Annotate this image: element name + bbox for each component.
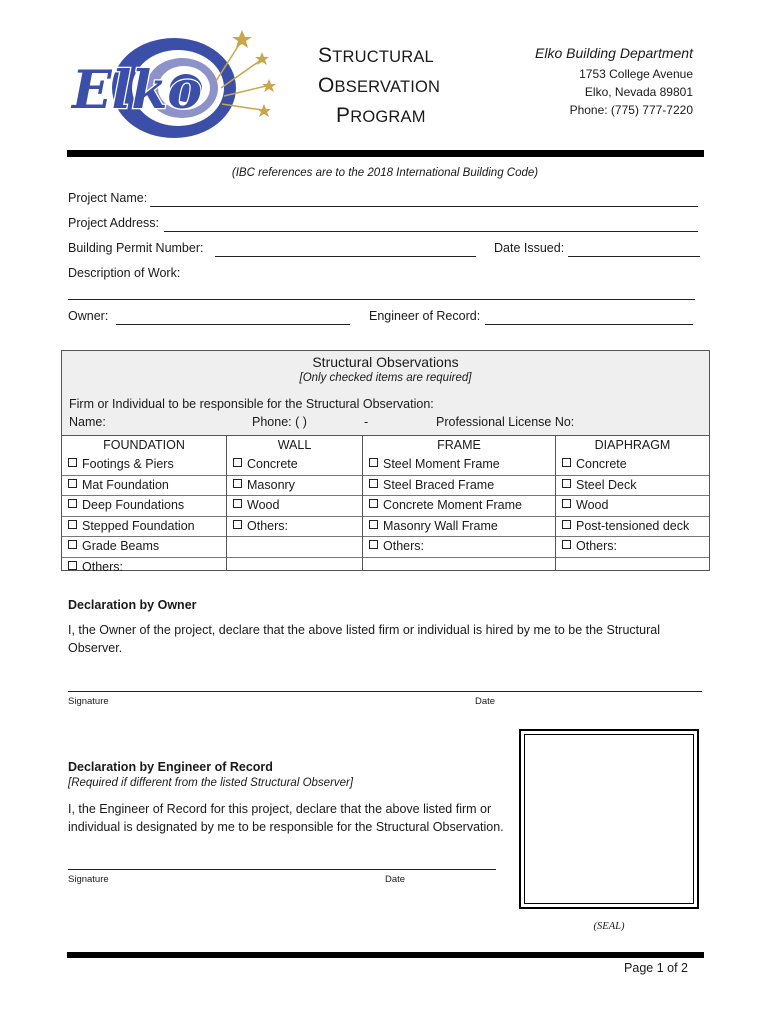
owner-date-label: Date [475, 696, 496, 707]
checkbox-item[interactable]: Others: [227, 516, 362, 537]
project-address-label: Project Address: [68, 216, 160, 230]
table-title: Structural Observations [312, 354, 459, 370]
seal-inner-border [524, 734, 694, 904]
checkbox-item[interactable]: Stepped Foundation [62, 516, 226, 537]
address-line-2: Elko, Nevada 89801 [584, 85, 693, 99]
checkbox-item[interactable]: Masonry Wall Frame [363, 516, 555, 537]
column-foundation [62, 435, 227, 574]
engineer-declaration-text: I, the Engineer of Record for this project, declare that the above listed firm or individual is designated by me to be responsible for the Structural Observation. [68, 802, 504, 834]
checkbox-item[interactable]: Grade Beams [62, 536, 226, 557]
checkbox-item[interactable]: Post-tensioned deck [556, 516, 709, 537]
seal-box[interactable] [519, 729, 699, 909]
ibc-note: (IBC references are to the 2018 International Building Code) [231, 167, 539, 179]
engineer-declaration-title: Declaration by Engineer of Record [68, 760, 273, 774]
owner-field[interactable] [116, 310, 350, 325]
checkbox-icon[interactable] [562, 520, 571, 529]
column-diaphragm [556, 435, 709, 570]
firm-row [62, 395, 709, 436]
description-label: Description of Work: [68, 266, 181, 280]
engineer-signature-line[interactable] [68, 869, 496, 870]
checkbox-icon[interactable] [369, 520, 378, 529]
checkbox-icon[interactable] [68, 458, 77, 467]
date-issued-field[interactable] [568, 242, 700, 257]
checkbox-icon[interactable] [233, 499, 242, 508]
project-name-field[interactable] [150, 192, 698, 207]
column-header: WALL [277, 438, 312, 452]
checkbox-icon[interactable] [233, 458, 242, 467]
checkbox-item[interactable]: Steel Moment Frame [363, 455, 555, 475]
checkbox-item[interactable]: Concrete [227, 455, 362, 475]
column-frame [363, 435, 556, 570]
license-label[interactable]: Professional License No: [436, 415, 575, 429]
department-phone: Phone: (775) 777-7220 [569, 103, 693, 117]
logo-wordmark: Elko [72, 60, 203, 121]
checkbox-item[interactable]: Masonry [227, 475, 362, 496]
page-number: Page 1 of 2 [624, 961, 688, 975]
engineer-signature-label: Signature [68, 874, 109, 885]
project-address-field[interactable] [164, 217, 698, 232]
checkbox-icon[interactable] [562, 479, 571, 488]
permit-number-label: Building Permit Number: [68, 241, 204, 255]
checkbox-icon[interactable] [233, 520, 242, 529]
checkbox-item[interactable]: Wood [227, 495, 362, 516]
owner-label: Owner: [68, 309, 109, 323]
elko-logo [66, 26, 288, 142]
engineer-date-label: Date [385, 874, 406, 885]
table-subtitle: [Only checked items are required] [299, 372, 472, 384]
checkbox-icon[interactable] [68, 540, 77, 549]
checkbox-icon[interactable] [68, 499, 77, 508]
seal-label: (SEAL) [593, 921, 625, 932]
name-label[interactable]: Name: [69, 415, 106, 429]
checkbox-icon[interactable] [562, 458, 571, 467]
department-name: Elko Building Department [535, 45, 693, 61]
empty-cell [363, 557, 555, 578]
checkbox-item[interactable]: Steel Deck [556, 475, 709, 496]
address-line-1: 1753 College Avenue [579, 67, 693, 81]
checkbox-icon[interactable] [233, 479, 242, 488]
checkbox-item[interactable]: Deep Foundations [62, 495, 226, 516]
column-wall [227, 435, 363, 570]
header-divider [67, 150, 704, 157]
engineer-field[interactable] [485, 310, 693, 325]
empty-cell [556, 557, 709, 578]
checkbox-icon[interactable] [562, 499, 571, 508]
owner-signature-label: Signature [68, 696, 109, 707]
checkbox-icon[interactable] [369, 540, 378, 549]
engineer-label: Engineer of Record: [369, 309, 481, 323]
owner-declaration-text: I, the Owner of the project, declare that the above listed firm or individual is hired by me to be the Structural Observer. [68, 623, 660, 655]
column-header: FRAME [437, 438, 481, 452]
footer-divider [67, 952, 704, 958]
firm-label: Firm or Individual to be responsible for the Structural Observation: [69, 397, 434, 411]
empty-cell [227, 557, 362, 578]
empty-cell [227, 536, 362, 557]
column-header: FOUNDATION [103, 438, 185, 452]
engineer-declaration-subtitle: [Required if different from the listed Structural Observer] [68, 777, 354, 789]
checkbox-item[interactable]: Wood [556, 495, 709, 516]
checkbox-icon[interactable] [562, 540, 571, 549]
checkbox-icon[interactable] [369, 458, 378, 467]
owner-declaration-title: Declaration by Owner [68, 598, 197, 612]
checkbox-item[interactable]: Footings & Piers [62, 455, 226, 475]
checkbox-item[interactable]: Others: [62, 557, 226, 578]
project-name-label: Project Name: [68, 191, 148, 205]
date-issued-label: Date Issued: [494, 241, 565, 255]
checkbox-item[interactable]: Others: [363, 536, 555, 557]
permit-number-field[interactable] [215, 242, 476, 257]
checkbox-item[interactable]: Concrete [556, 455, 709, 475]
checkbox-item[interactable]: Steel Braced Frame [363, 475, 555, 496]
checkbox-item[interactable]: Mat Foundation [62, 475, 226, 496]
checkbox-item[interactable]: Concrete Moment Frame [363, 495, 555, 516]
checkbox-icon[interactable] [68, 520, 77, 529]
table-header [62, 351, 709, 396]
phone-dash: - [364, 415, 369, 429]
checkbox-icon[interactable] [369, 499, 378, 508]
form-title: STRUCTURAL OBSERVATION PROGRAM [318, 44, 441, 127]
description-field[interactable] [68, 285, 695, 300]
structural-observations-table [61, 350, 710, 574]
owner-signature-line[interactable] [68, 691, 702, 692]
phone-label[interactable]: Phone: ( ) [252, 415, 307, 429]
checkbox-icon[interactable] [68, 479, 77, 488]
checkbox-icon[interactable] [68, 561, 77, 570]
column-header: DIAPHRAGM [594, 438, 671, 452]
checkbox-item[interactable]: Others: [556, 536, 709, 557]
checkbox-icon[interactable] [369, 479, 378, 488]
